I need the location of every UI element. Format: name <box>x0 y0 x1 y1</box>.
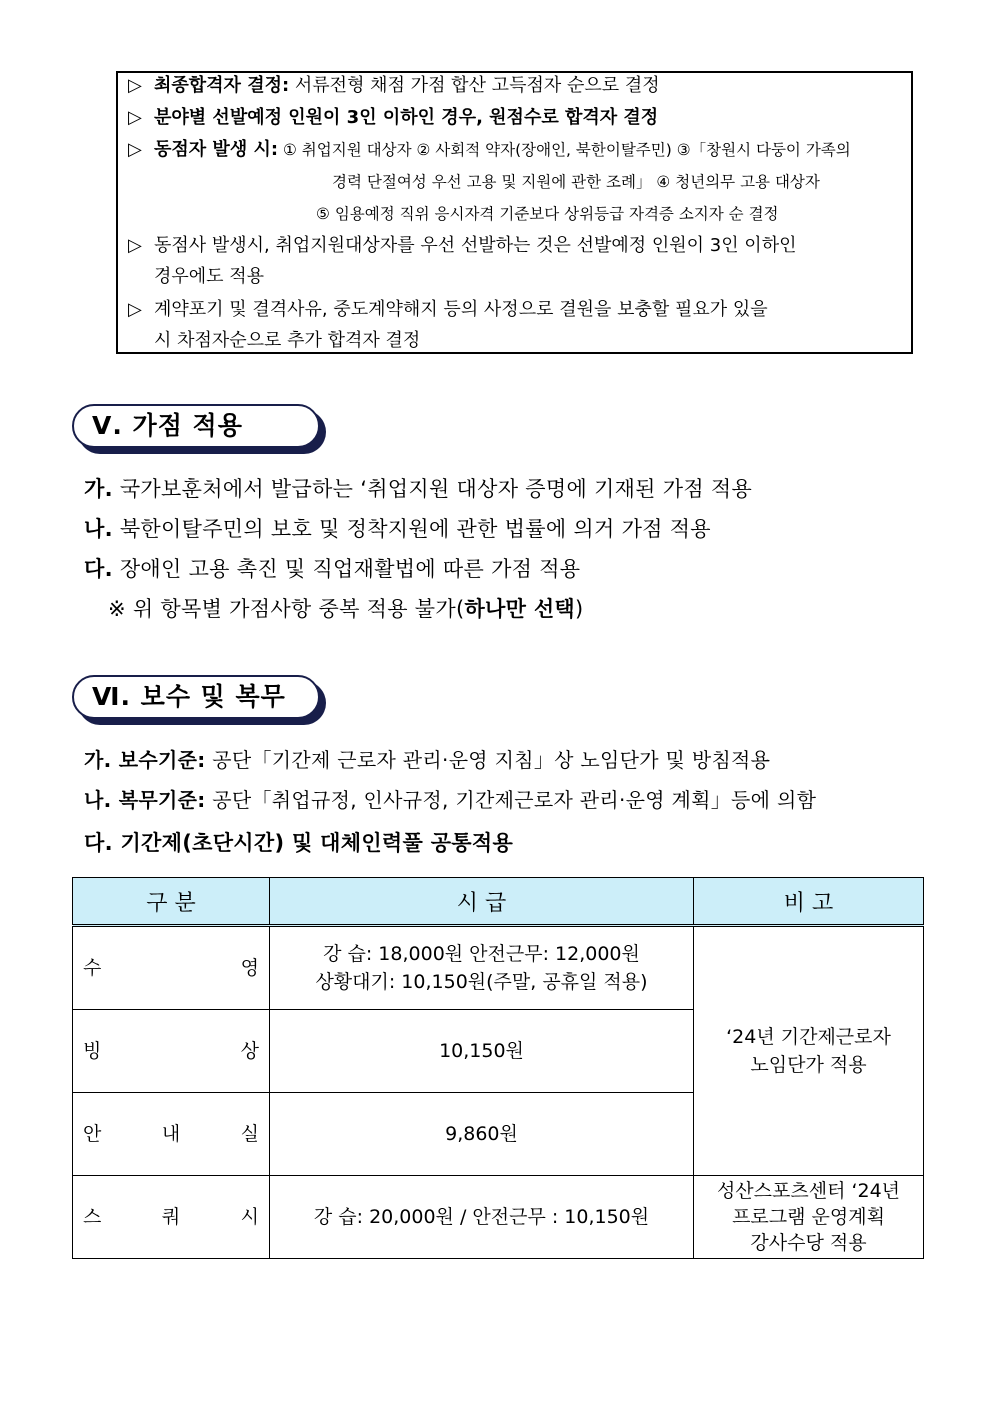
section-5-header <box>72 404 320 450</box>
wage-swimming: 강 습: 18,000원 안전근무: 12,000원 상황대기: 10,150원(주말, 공휴일 적용) <box>270 926 694 1010</box>
criteria-line-tie-priority: ▷ 동점사 발생시, 취업지원대상자를 우선 선발하는 것은 선발예정 인원이 3인 이하인 <box>128 233 796 259</box>
remark-contract-wage: ‘24년 기간제근로자 노임단가 적용 <box>694 926 924 1176</box>
triangle-bullet-icon: ▷ <box>128 75 142 96</box>
header-hourly-wage: 시 급 <box>270 878 694 926</box>
category-swimming: 수 영 <box>73 926 270 1010</box>
criteria-line-tie-priority-cont: 경우에도 적용 <box>154 266 265 287</box>
section-6-item-da: 다. 기간제(초단시간) 및 대체인력풀 공통적용 <box>84 831 514 855</box>
hourly-pay-table <box>72 877 924 1259</box>
wage-squash: 강 습: 20,000원 / 안전근무 : 10,150원 <box>270 1176 694 1259</box>
section-5-item-na: 나. 북한이탈주민의 보호 및 정착지원에 관한 법률에 의거 가점 적용 <box>84 517 711 541</box>
wage-info-desk: 9,860원 <box>270 1093 694 1176</box>
remark-squash: 성산스포츠센터 ‘24년 프로그램 운영계획 강사수당 적용 <box>694 1176 924 1259</box>
section-6-item-ga: 가. 보수기준: 공단「기간제 근로자 관리·운영 지침」상 노임단가 및 방침적용 <box>84 748 771 772</box>
section-5-item-ga: 가. 국가보훈처에서 발급하는 ‘취업지원 대상자 증명에 기재된 가점 적용 <box>84 477 753 501</box>
table-header-row <box>73 878 924 926</box>
section-5-note: ※ 위 항목별 가점사항 중복 적용 불가(하나만 선택) <box>108 597 584 621</box>
triangle-bullet-icon: ▷ <box>128 235 142 256</box>
category-squash: 스 쿼 시 <box>73 1176 270 1259</box>
table-row <box>73 926 924 1010</box>
criteria-line-tie-cont2: ⑤ 임용예정 직위 응시자격 기준보다 상위등급 자격증 소지자 순 결정 <box>316 205 779 223</box>
triangle-bullet-icon: ▷ <box>128 299 142 320</box>
wage-ice: 10,150원 <box>270 1010 694 1093</box>
section-6-title: Ⅵ. 보수 및 복무 <box>92 682 286 711</box>
criteria-line-final: ▷ 최종합격자 결정: 서류전형 채점 가점 합산 고득점자 순으로 결정 <box>128 73 660 99</box>
category-ice: 빙 상 <box>73 1010 270 1093</box>
header-category: 구 분 <box>73 878 270 926</box>
criteria-line-small-quota: ▷ 분야별 선발예정 인원이 3인 이하인 경우, 원점수로 합격자 결정 <box>128 105 658 131</box>
category-info-desk: 안 내 실 <box>73 1093 270 1176</box>
criteria-line-vacancy: ▷ 계약포기 및 결격사유, 중도계약해지 등의 사정으로 결원을 보충할 필요가 있을 <box>128 297 768 323</box>
criteria-line-tie: ▷ 동점자 발생 시: ① 취업지원 대상자 ② 사회적 약자(장애인, 북한이탈주민) ③「창원시 다둥이 가족의 <box>128 137 851 163</box>
selection-criteria-box <box>116 71 913 354</box>
criteria-line-vacancy-cont: 시 차점자순으로 추가 합격자 결정 <box>154 330 421 351</box>
triangle-bullet-icon: ▷ <box>128 139 142 160</box>
triangle-bullet-icon: ▷ <box>128 107 142 128</box>
header-remarks: 비 고 <box>694 878 924 926</box>
section-6-header <box>72 675 320 721</box>
table-row <box>73 1176 924 1259</box>
section-6-item-na: 나. 복무기준: 공단「취업규정, 인사규정, 기간제근로자 관리·운영 계획」등에 의함 <box>84 788 817 812</box>
section-5-item-da: 다. 장애인 고용 촉진 및 직업재활법에 따른 가점 적용 <box>84 557 581 581</box>
criteria-line-tie-cont1: 경력 단절여성 우선 고용 및 지원에 관한 조례」 ④ 청년의무 고용 대상자 <box>332 173 820 191</box>
section-5-title: Ⅴ. 가점 적용 <box>92 411 243 440</box>
